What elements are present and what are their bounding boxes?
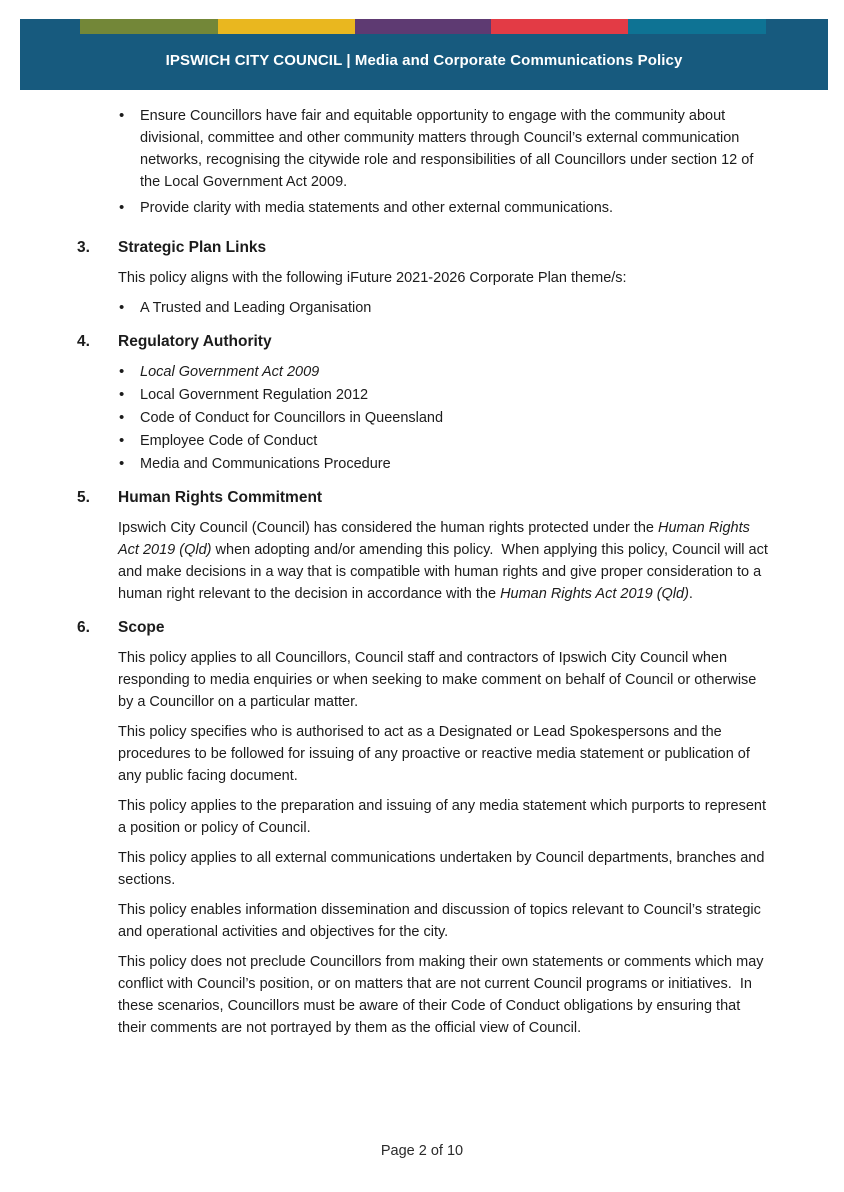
paragraph: This policy applies to the preparation and issuing of any media statement which purports to represent a position or policy of Council. bbox=[118, 798, 771, 836]
strategic-plan-list bbox=[77, 297, 769, 319]
header-band bbox=[20, 19, 828, 90]
section-title: Strategic Plan Links bbox=[118, 239, 267, 256]
brand-stripe-gold bbox=[218, 19, 355, 34]
section-title: Scope bbox=[118, 619, 165, 636]
list-item-text: A Trusted and Leading Organisation bbox=[140, 300, 372, 316]
text-run: when adopting and/or amending this policy. When applying this policy, Council will act and make decisions in a way that is compatible with human rights and give proper consideration to a human right relevant to the decision in accordance with the bbox=[118, 542, 772, 602]
document-body bbox=[77, 105, 772, 1047]
list-item-text: Provide clarity with media statements and other external communications. bbox=[140, 200, 614, 216]
page-number: Page 2 of 10 bbox=[380, 1143, 464, 1159]
paragraph: This policy aligns with the following iFuture 2021-2026 Corporate Plan theme/s: bbox=[118, 270, 627, 286]
brand-stripe-purple bbox=[355, 19, 491, 34]
brand-stripe-blue-left bbox=[20, 19, 80, 34]
list-item bbox=[77, 297, 769, 319]
list-item bbox=[77, 430, 769, 452]
list-item bbox=[77, 453, 769, 475]
paragraph: This policy enables information dissemination and discussion of topics relevant to Council’s strategic and operational activities and objectives for the city. bbox=[118, 902, 765, 940]
section-number: 3. bbox=[77, 239, 90, 256]
list-item bbox=[77, 407, 769, 429]
brand-stripe bbox=[20, 19, 828, 34]
section-scope-heading bbox=[77, 617, 769, 639]
section-title: Regulatory Authority bbox=[118, 333, 272, 350]
text-run: Ipswich City Council (Council) has considered the human rights protected under the bbox=[118, 520, 658, 536]
section-number: 6. bbox=[77, 619, 90, 636]
list-item bbox=[77, 384, 769, 406]
paragraph: This policy applies to all external communications undertaken by Council departments, branches and sections. bbox=[118, 850, 769, 888]
section-number: 4. bbox=[77, 333, 90, 350]
regulatory-authority-list bbox=[77, 361, 769, 475]
text-run-italic: Human Rights Act 2019 (Qld) bbox=[500, 586, 689, 602]
paragraph: This policy does not preclude Councillors from making their own statements or comments which may conflict with Council’s position, or on matters that are not current Council programs or initiatives. In these scenarios, Councillors must be aware of their Code of Conduct obligations by ensuring that their comments are not portrayed by them as the official view of Council. bbox=[118, 954, 768, 1036]
list-item-text: Local Government Act 2009 bbox=[140, 364, 320, 380]
text-run-italic: Human Rights Act 2019 (Qld) bbox=[118, 520, 754, 558]
brand-stripe-blue-right bbox=[766, 19, 828, 34]
section-number: 5. bbox=[77, 489, 90, 506]
list-item bbox=[77, 361, 769, 383]
paragraph bbox=[118, 517, 772, 605]
brand-stripe-red bbox=[491, 19, 628, 34]
paragraph: This policy applies to all Councillors, Council staff and contractors of Ipswich City Council when responding to media enquiries or when seeking to make comment on behalf of Council or otherwise by a Councillor on a particular matter. bbox=[118, 650, 761, 710]
section-title: Human Rights Commitment bbox=[118, 489, 323, 506]
list-item-text: Media and Communications Procedure bbox=[140, 456, 391, 472]
text-run: . bbox=[688, 586, 693, 602]
list-item-text: Employee Code of Conduct bbox=[140, 433, 318, 449]
list-item-text: Local Government Regulation 2012 bbox=[140, 387, 369, 403]
paragraph: This policy specifies who is authorised to act as a Designated or Lead Spokespersons and the procedures to be followed for issuing of any proactive or reactive media statement or publication of any public facing document. bbox=[118, 724, 754, 784]
section-human-rights-heading bbox=[77, 487, 769, 509]
brand-stripe-teal bbox=[628, 19, 766, 34]
brand-stripe-olive bbox=[80, 19, 218, 34]
page-header-title: IPSWICH CITY COUNCIL | Media and Corporate Communications Policy bbox=[165, 51, 683, 69]
list-item-text: Code of Conduct for Councillors in Queensland bbox=[140, 410, 444, 426]
intro-list bbox=[77, 105, 769, 219]
section-regulatory-authority-heading bbox=[77, 331, 769, 353]
list-item bbox=[77, 197, 769, 219]
section-strategic-plan-links-heading bbox=[77, 237, 769, 259]
list-item-text: Ensure Councillors have fair and equitable opportunity to engage with the community about divisional, committee and other community matters through Council’s external communication networks, recognising the citywide role and responsibilities of all Councillors under section 12 of the Local Government Act 2009. bbox=[140, 108, 754, 190]
list-item bbox=[77, 105, 769, 193]
